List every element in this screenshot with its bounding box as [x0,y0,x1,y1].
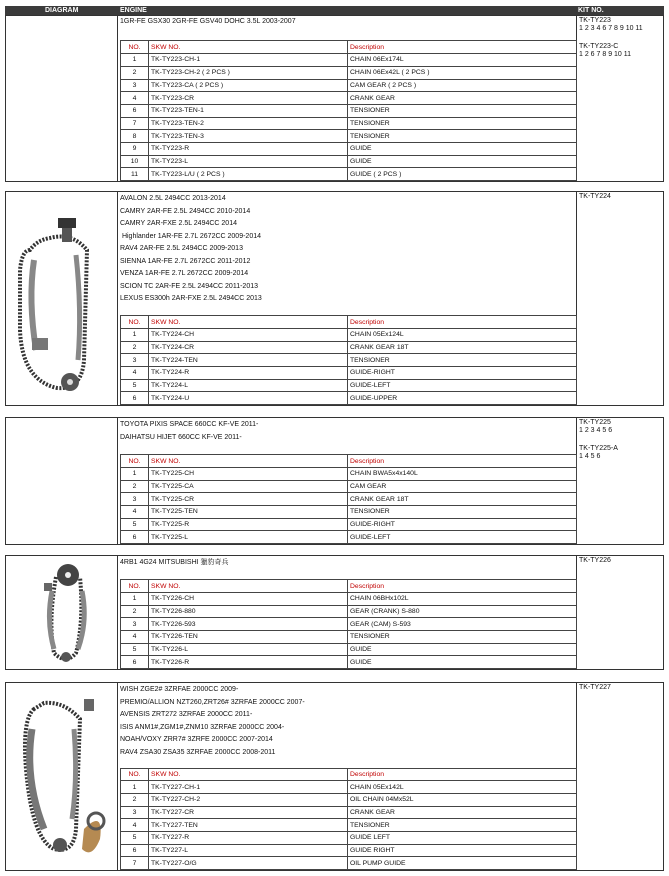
part-no: 2 [121,605,149,618]
part-description: CHAIN BWA5x4x140L [348,467,577,480]
part-skw: TK-TY223-L [149,155,348,168]
part-description: GEAR (CAM) S-593 [348,618,577,631]
col-description: Description [348,316,577,329]
table-row [121,819,577,832]
kit-number: TK-TY225 [579,419,611,426]
application-line: 1GR-FE GSX30 2GR-FE GSV40 DOHC 3.5L 2003-2007 [120,18,296,25]
application-line: WISH ZGE2# 3ZRFAE 2000CC 2009- [120,686,239,693]
table-row [121,142,577,155]
kit-block-ty227 [5,682,664,871]
part-skw: TK-TY226-TEN [149,630,348,643]
part-description: GEAR (CRANK) S-880 [348,605,577,618]
part-skw: TK-TY226-593 [149,618,348,631]
engine-cell [118,16,577,181]
table-row [121,66,577,79]
kit-number-cell [577,192,663,405]
table-row [121,630,577,643]
kit-contents: 1 4 5 6 [579,453,601,460]
application-line: VENZA 1AR-FE 2.7L 2672CC 2009-2014 [120,270,249,277]
part-description: CHAIN 06Ex174L [348,54,577,67]
kit-number-cell [577,418,663,544]
part-description: GUIDE-LEFT [348,531,577,544]
col-no: NO. [121,316,149,329]
part-no: 5 [121,831,149,844]
col-no: NO. [121,580,149,593]
part-description: TENSIONER [348,117,577,130]
table-header [5,6,664,15]
part-description: OIL PUMP GUIDE [348,857,577,870]
table-row [121,366,577,379]
part-description: GUIDE-UPPER [348,392,577,405]
part-skw: TK-TY227-R [149,831,348,844]
part-description: TENSIONER [348,630,577,643]
part-skw: TK-TY224-R [149,366,348,379]
kit-block-ty223 [5,15,664,182]
table-row [121,781,577,794]
part-description: GUIDE [348,142,577,155]
part-description: TENSIONER [348,354,577,367]
part-skw: TK-TY224-L [149,379,348,392]
part-skw: TK-TY224-CR [149,341,348,354]
application-list [118,556,576,571]
application-list [118,418,576,445]
part-no: 9 [121,142,149,155]
table-row [121,618,577,631]
col-skw: SKW NO. [149,455,348,468]
part-no: 2 [121,480,149,493]
part-no: 6 [121,531,149,544]
timing-chain-diagram-image [14,689,112,867]
kit-contents: 1 2 3 4 6 7 8 9 10 11 [579,25,643,32]
part-description: CHAIN 05Ex124L [348,328,577,341]
part-description: GUIDE RIGHT [348,844,577,857]
part-skw: TK-TY225-CR [149,493,348,506]
parts-table [120,315,577,405]
diagram-cell [6,192,118,405]
application-line: AVALON 2.5L 2494CC 2013-2014 [120,195,226,202]
part-skw: TK-TY223-TEN-2 [149,117,348,130]
table-row [121,392,577,405]
table-row [121,806,577,819]
diagram-cell [6,556,118,669]
part-no: 6 [121,392,149,405]
part-no: 7 [121,857,149,870]
part-no: 3 [121,354,149,367]
part-description: TENSIONER [348,104,577,117]
part-description: CRANK GEAR 18T [348,493,577,506]
part-no: 4 [121,630,149,643]
table-row [121,857,577,870]
part-no: 1 [121,54,149,67]
part-no: 8 [121,130,149,143]
col-skw: SKW NO. [149,41,348,54]
timing-chain-diagram-image [36,561,96,667]
col-description: Description [348,41,577,54]
application-line: LEXUS ES300h 2AR-FXE 2.5L 2494CC 2013 [120,295,262,302]
table-row [121,354,577,367]
engine-cell [118,418,577,544]
table-row [121,643,577,656]
part-skw: TK-TY224-TEN [149,354,348,367]
part-skw: TK-TY226-R [149,656,348,669]
table-row [121,605,577,618]
part-description: CRANK GEAR 18T [348,341,577,354]
parts-table [120,768,577,871]
application-line: RAV4 ZSA30 ZSA35 3ZRFAE 2000CC 2008-2011 [120,748,276,756]
part-no: 11 [121,168,149,181]
part-skw: TK-TY223-CR [149,92,348,105]
table-row [121,79,577,92]
part-no: 5 [121,379,149,392]
part-skw: TK-TY227-L [149,844,348,857]
application-line: PREMIO/ALLION NZT260,ZRT26# 3ZRFAE 2000CC 2007- [120,698,305,706]
kit-number: TK-TY226 [579,557,611,564]
part-no: 4 [121,366,149,379]
header-kit-no: KIT NO. [578,7,604,14]
spacer [579,33,661,43]
part-no: 4 [121,819,149,832]
part-skw: TK-TY224-U [149,392,348,405]
table-row [121,168,577,181]
diagram-cell [6,418,118,544]
application-line: TOYOTA PIXIS SPACE 660CC KF-VE 2011- [120,421,259,428]
parts-table [120,40,577,181]
col-description: Description [348,768,577,781]
table-row [121,505,577,518]
part-description: CHAIN 06Ex42L ( 2 PCS ) [348,66,577,79]
application-line: Highlander 1AR-FE 2.7L 2672CC 2009-2014 [120,232,261,240]
table-row [121,844,577,857]
parts-header-row [121,768,577,781]
part-skw: TK-TY227-CR [149,806,348,819]
part-no: 6 [121,656,149,669]
table-row [121,328,577,341]
col-skw: SKW NO. [149,768,348,781]
table-row [121,518,577,531]
part-skw: TK-TY223-TEN-1 [149,104,348,117]
parts-table [120,579,577,669]
application-list [118,683,576,760]
kit-block-ty224 [5,191,664,406]
part-no: 1 [121,592,149,605]
table-row [121,831,577,844]
table-row [121,54,577,67]
part-description: GUIDE LEFT [348,831,577,844]
kit-number: TK-TY223-C [579,43,619,50]
part-no: 2 [121,341,149,354]
col-no: NO. [121,455,149,468]
part-description: CAM GEAR [348,480,577,493]
table-row [121,493,577,506]
application-line: CAMRY 2AR-FE 2.5L 2494CC 2010-2014 [120,207,251,215]
part-no: 10 [121,155,149,168]
kit-contents: 1 2 3 4 5 6 [579,427,613,434]
col-skw: SKW NO. [149,580,348,593]
part-skw: TK-TY227-O/G [149,857,348,870]
part-no: 7 [121,117,149,130]
kit-block-ty226 [5,555,664,670]
part-no: 3 [121,618,149,631]
table-row [121,592,577,605]
part-description: GUIDE [348,155,577,168]
table-row [121,155,577,168]
kit-number: TK-TY227 [579,684,611,691]
part-description: CHAIN 06BHx102L [348,592,577,605]
col-description: Description [348,455,577,468]
part-description: GUIDE-LEFT [348,379,577,392]
part-no: 4 [121,505,149,518]
col-no: NO. [121,41,149,54]
parts-header-row [121,316,577,329]
part-no: 6 [121,844,149,857]
kit-number-cell [577,16,663,181]
diagram-cell [6,683,118,870]
table-row [121,92,577,105]
application-line: CAMRY 2AR-FXE 2.5L 2494CC 2014 [120,220,237,227]
table-row [121,117,577,130]
kit-number-cell [577,556,663,669]
part-no: 1 [121,328,149,341]
part-skw: TK-TY223-L/U ( 2 PCS ) [149,168,348,181]
engine-cell [118,556,577,669]
header-engine: ENGINE [120,7,147,14]
table-row [121,531,577,544]
application-list [118,16,576,27]
table-row [121,480,577,493]
part-description: OIL CHAIN 04Mx52L [348,793,577,806]
table-row [121,656,577,669]
part-description: GUIDE [348,656,577,669]
part-no: 5 [121,643,149,656]
application-line: NOAH/VOXY ZRR7# 3ZRFE 2000CC 2007-2014 [120,736,273,743]
part-skw: TK-TY225-CA [149,480,348,493]
col-skw: SKW NO. [149,316,348,329]
part-no: 2 [121,66,149,79]
table-row [121,467,577,480]
part-skw: TK-TY225-L [149,531,348,544]
application-line: RAV4 2AR-FE 2.5L 2494CC 2009-2013 [120,245,243,252]
timing-chain-diagram-image [12,210,104,396]
part-no: 4 [121,92,149,105]
part-skw: TK-TY223-TEN-3 [149,130,348,143]
part-no: 5 [121,518,149,531]
part-skw: TK-TY227-CH-1 [149,781,348,794]
part-skw: TK-TY224-CH [149,328,348,341]
col-no: NO. [121,768,149,781]
part-no: 3 [121,493,149,506]
part-skw: TK-TY226-880 [149,605,348,618]
part-description: TENSIONER [348,819,577,832]
kit-number: TK-TY225-A [579,445,618,452]
part-no: 1 [121,781,149,794]
part-description: TENSIONER [348,130,577,143]
part-skw: TK-TY226-L [149,643,348,656]
header-diagram: DIAGRAM [45,7,79,14]
part-skw: TK-TY225-CH [149,467,348,480]
engine-cell [118,683,577,870]
parts-header-row [121,455,577,468]
part-no: 6 [121,104,149,117]
part-skw: TK-TY223-CH-1 [149,54,348,67]
part-description: GUIDE-RIGHT [348,518,577,531]
part-description: TENSIONER [348,505,577,518]
part-skw: TK-TY225-R [149,518,348,531]
part-skw: TK-TY225-TEN [149,505,348,518]
application-line: DAIHATSU HIJET 660CC KF-VE 2011- [120,433,242,441]
table-row [121,341,577,354]
part-skw: TK-TY227-CH-2 [149,793,348,806]
parts-header-row [121,41,577,54]
kit-number-cell [577,683,663,870]
part-skw: TK-TY227-TEN [149,819,348,832]
application-line: SIENNA 1AR-FE 2.7L 2672CC 2011-2012 [120,257,251,265]
part-description: GUIDE ( 2 PCS ) [348,168,577,181]
part-description: CRANK GEAR [348,92,577,105]
parts-header-row [121,580,577,593]
part-skw: TK-TY223-R [149,142,348,155]
application-line: 4RB1 4G24 MITSUBISHI 獵豹奇兵 [120,559,229,566]
application-list [118,192,576,307]
part-no: 2 [121,793,149,806]
part-skw: TK-TY226-CH [149,592,348,605]
application-line: AVENSIS ZRT272 3ZRFAE 2000CC 2011- [120,711,253,718]
parts-table [120,454,577,544]
part-description: CRANK GEAR [348,806,577,819]
table-row [121,793,577,806]
part-no: 1 [121,467,149,480]
engine-cell [118,192,577,405]
kit-number: TK-TY224 [579,193,611,200]
part-skw: TK-TY223-CH-2 ( 2 PCS ) [149,66,348,79]
diagram-cell [6,16,118,181]
table-row [121,104,577,117]
part-no: 3 [121,806,149,819]
part-description: CAM GEAR ( 2 PCS ) [348,79,577,92]
table-row [121,379,577,392]
part-description: CHAIN 05Ex142L [348,781,577,794]
part-skw: TK-TY223-CA ( 2 PCS ) [149,79,348,92]
part-description: GUIDE [348,643,577,656]
part-description: GUIDE-RIGHT [348,366,577,379]
kit-contents: 1 2 6 7 8 9 10 11 [579,51,632,58]
application-line: SCION TC 2AR-FE 2.5L 2494CC 2011-2013 [120,282,258,290]
col-description: Description [348,580,577,593]
application-line: ISIS ANM1#,ZGM1#,ZNM10 3ZRFAE 2000CC 2004- [120,723,285,731]
part-no: 3 [121,79,149,92]
kit-number: TK-TY223 [579,17,611,24]
spacer [579,435,661,445]
kit-block-ty225 [5,417,664,545]
table-row [121,130,577,143]
